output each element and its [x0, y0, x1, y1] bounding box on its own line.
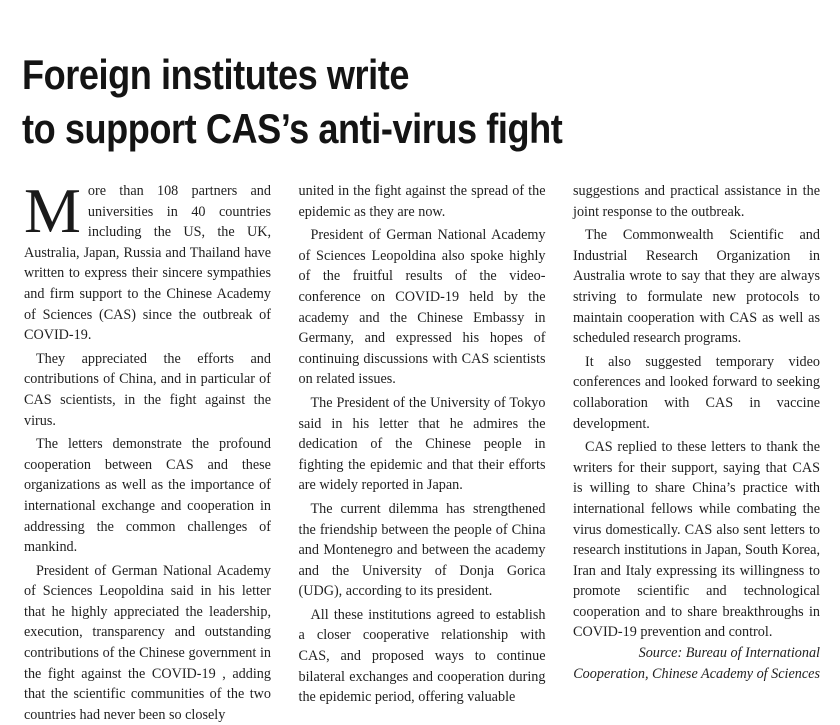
paragraph-1-text: ore than 108 partners and universities in 40 countries including the US, the UK, Australia, Japan, Russia and Thailand have written to express their sincere sympathies and firm support to the Chinese Academy of Sciences (CAS) since the outbreak of COVID-19.: [24, 183, 271, 344]
paragraph-4: President of German National Academy of Sciences Leopoldina said in his letter that he highly appreciated the leadership, execution, transparency and outstanding contributions of the Chinese government in the fight against the COVID-19 , adding that the scientific communities of the two countries had never been so closely: [24, 562, 271, 723]
column-1: [24, 175, 271, 725]
source-credit: [573, 643, 820, 684]
paragraph-11: CAS replied to these letters to thank the writers for their support, saying that CAS is willing to share China’s practice with international fellows while combating the virus domestically. CAS also sent letters to research institutions in Japan, South Korea, Iran and Italy expressing its willingness to promote scientific and technological cooperation and to share breakthroughs in COVID-19 prevention and control.: [573, 439, 820, 641]
headline: [22, 48, 710, 156]
column-3: [573, 181, 820, 725]
paragraph-8: All these institutions agreed to establish a closer cooperative relationship with CAS, and proposed ways to continue bilateral exchanges and cooperation during the epidemic period, offering valuable: [298, 606, 546, 706]
paragraph-5: President of German National Academy of Sciences Leopoldina also spoke highly of the fruitful results of the video-conference on COVID-19 held by the academy and the Chinese Embassy in Germany, and expressed his hopes of continuing discussions with CAS scientists on related issues.: [298, 227, 546, 388]
article-body: [24, 175, 820, 725]
paragraph-1: [24, 175, 271, 346]
paragraph-6: The President of the University of Tokyo said in his letter that he admires the dedication of the Chinese people in fighting the epidemic and that their efforts are widely reported in Japan.: [298, 394, 546, 494]
source-line-2: Cooperation, Chinese Academy of Sciences: [573, 665, 820, 682]
paragraph-4-continued: united in the fight against the spread of the epidemic as they are now.: [298, 183, 546, 220]
paragraph-10: It also suggested temporary video conferences and looked forward to seeking collaboration with CAS in vaccine development.: [573, 353, 820, 432]
drop-cap: M: [24, 175, 81, 246]
paragraph-7: The current dilemma has strengthened the friendship between the people of China and Montenegro and between the academy and the University of Donja Gorica (UDG), according to its president.: [298, 500, 546, 600]
paragraph-8-continued: suggestions and practical assistance in the joint response to the outbreak.: [573, 183, 820, 220]
paragraph-9: The Commonwealth Scientific and Industrial Research Organization in Australia wrote to say that they are always striving to formulate new protocols to maintain cooperation with CAS as well as scheduled research programs.: [573, 227, 820, 347]
column-2: [299, 181, 546, 725]
headline-line-1: Foreign institutes write: [22, 51, 410, 98]
source-line-1: Source: Bureau of International: [638, 645, 820, 662]
headline-line-2: to support CAS’s anti-virus fight: [22, 105, 563, 152]
paragraph-3: The letters demonstrate the profound cooperation between CAS and these organizations as well as the importance of international exchange and cooperation in addressing the common challenges of mankind.: [24, 436, 271, 556]
paragraph-2: They appreciated the efforts and contributions of China, and in particular of CAS scientists, in the fight against the virus.: [24, 350, 271, 429]
